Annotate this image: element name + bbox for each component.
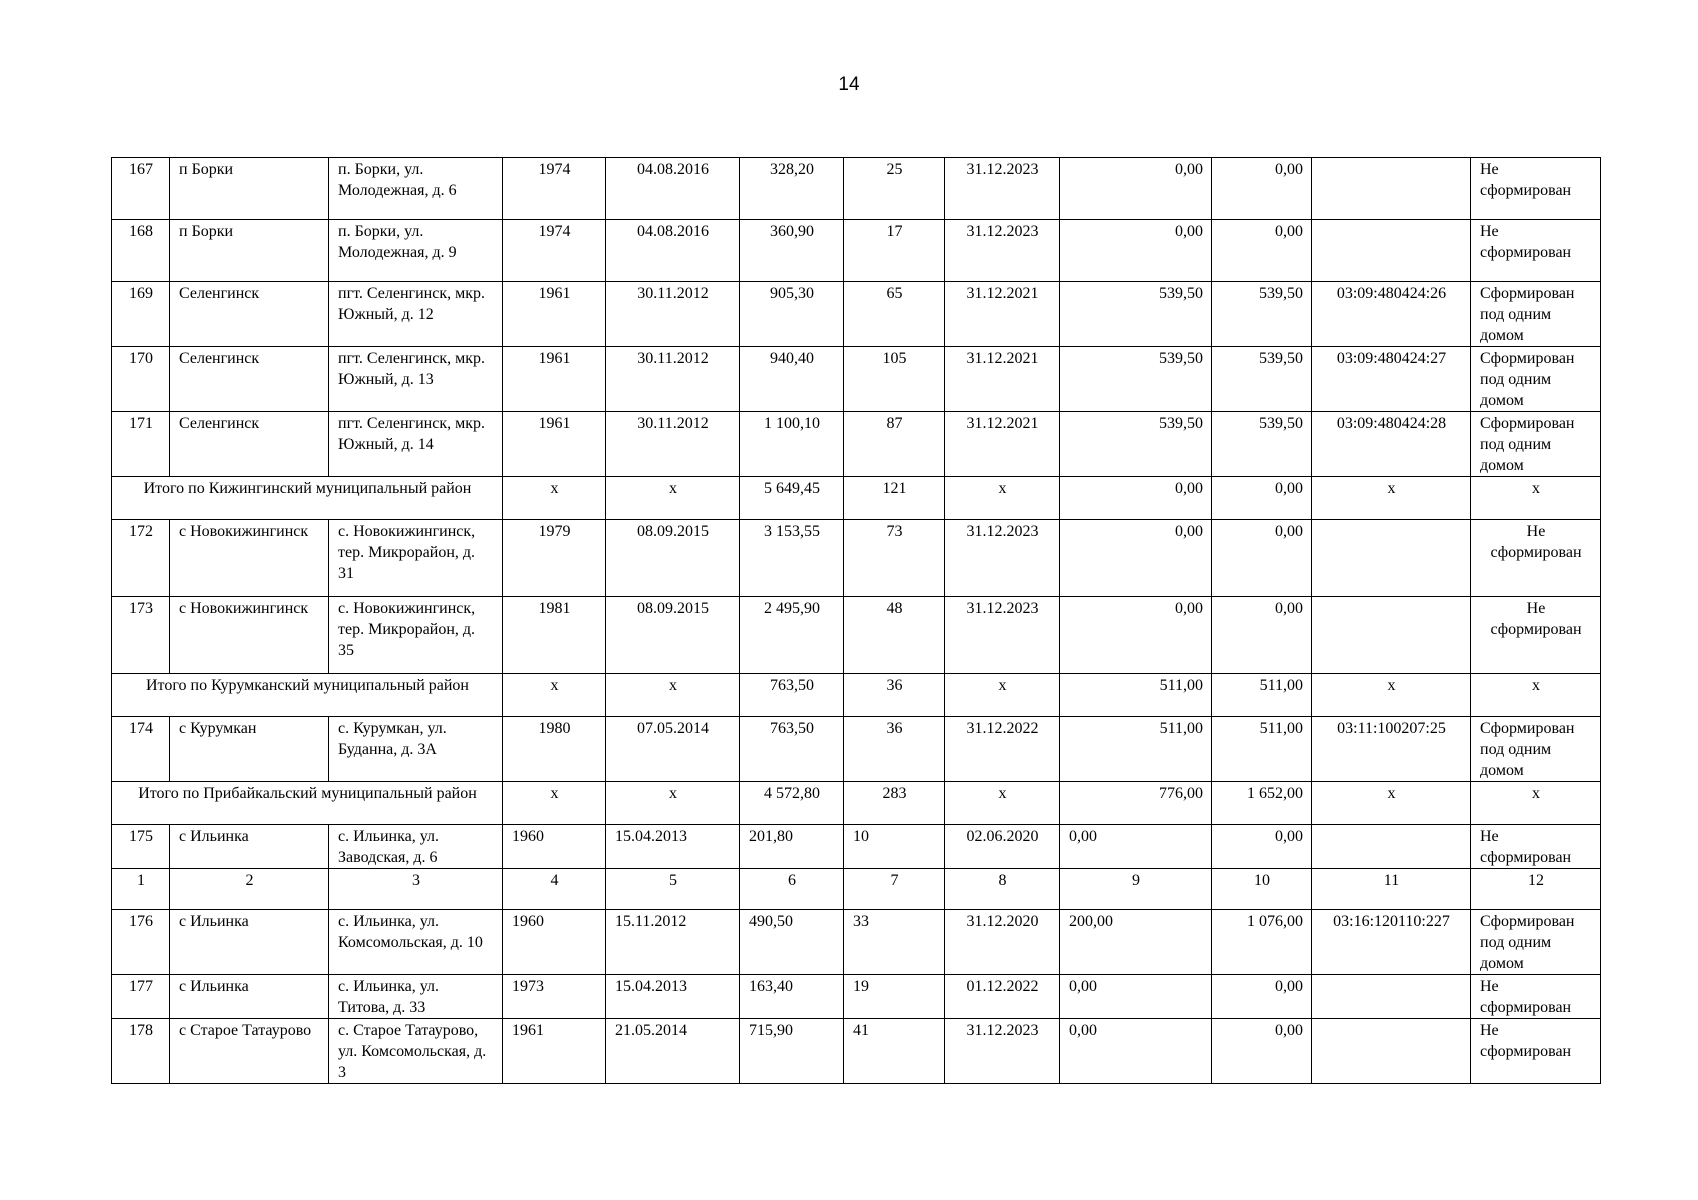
status: Не сформирован bbox=[1471, 220, 1601, 282]
table-row bbox=[112, 1019, 1601, 1084]
area-a: 539,50 bbox=[1060, 347, 1212, 412]
year-built: 1961 bbox=[503, 282, 606, 347]
area: 940,40 bbox=[740, 347, 844, 412]
area: 360,90 bbox=[740, 220, 844, 282]
residents: 73 bbox=[844, 520, 945, 597]
total-label: Итого по Прибайкальский муниципальный район bbox=[112, 782, 503, 825]
year-built: 1981 bbox=[503, 597, 606, 674]
column-number: 7 bbox=[844, 869, 945, 910]
deadline: 31.12.2021 bbox=[945, 412, 1060, 477]
date: 07.05.2014 bbox=[606, 717, 740, 782]
row-number: 169 bbox=[112, 282, 170, 347]
date: 04.08.2016 bbox=[606, 158, 740, 220]
residents: 10 bbox=[844, 825, 945, 869]
table-row bbox=[112, 910, 1601, 975]
row-number: 167 bbox=[112, 158, 170, 220]
total-deadline: х bbox=[945, 782, 1060, 825]
residents: 41 bbox=[844, 1019, 945, 1084]
deadline: 31.12.2023 bbox=[945, 158, 1060, 220]
deadline: 01.12.2022 bbox=[945, 975, 1060, 1019]
date: 30.11.2012 bbox=[606, 347, 740, 412]
total-row bbox=[112, 674, 1601, 717]
settlement: с Ильинка bbox=[170, 825, 329, 869]
deadline: 31.12.2022 bbox=[945, 717, 1060, 782]
column-number: 10 bbox=[1212, 869, 1312, 910]
deadline: 31.12.2021 bbox=[945, 282, 1060, 347]
date: 08.09.2015 bbox=[606, 520, 740, 597]
table-row bbox=[112, 158, 1601, 220]
area-a: 0,00 bbox=[1060, 825, 1212, 869]
row-number: 174 bbox=[112, 717, 170, 782]
row-number: 170 bbox=[112, 347, 170, 412]
date: 08.09.2015 bbox=[606, 597, 740, 674]
row-number: 175 bbox=[112, 825, 170, 869]
address: с. Курумкан, ул. Буданна, д. 3А bbox=[329, 717, 503, 782]
column-number: 1 bbox=[112, 869, 170, 910]
status: Не сформирован bbox=[1471, 520, 1601, 597]
residents: 36 bbox=[844, 717, 945, 782]
residents: 19 bbox=[844, 975, 945, 1019]
row-number: 172 bbox=[112, 520, 170, 597]
cadastral-number: 03:11:100207:25 bbox=[1312, 717, 1471, 782]
total-status: х bbox=[1471, 782, 1601, 825]
cadastral-number bbox=[1312, 975, 1471, 1019]
area-a: 0,00 bbox=[1060, 520, 1212, 597]
area-b: 1 076,00 bbox=[1212, 910, 1312, 975]
area: 490,50 bbox=[740, 910, 844, 975]
total-deadline: х bbox=[945, 477, 1060, 520]
column-number: 8 bbox=[945, 869, 1060, 910]
address: с. Ильинка, ул. Заводская, д. 6 bbox=[329, 825, 503, 869]
area: 328,20 bbox=[740, 158, 844, 220]
row-number: 178 bbox=[112, 1019, 170, 1084]
status: Не сформирован bbox=[1471, 975, 1601, 1019]
area-b: 539,50 bbox=[1212, 282, 1312, 347]
area-b: 539,50 bbox=[1212, 412, 1312, 477]
date: 30.11.2012 bbox=[606, 282, 740, 347]
settlement: с Ильинка bbox=[170, 975, 329, 1019]
total-area-b: 511,00 bbox=[1212, 674, 1312, 717]
address: с. Новокижингинск, тер. Микрорайон, д. 35 bbox=[329, 597, 503, 674]
settlement: п Борки bbox=[170, 220, 329, 282]
total-label: Итого по Курумканский муниципальный район bbox=[112, 674, 503, 717]
cadastral-number: 03:16:120110:227 bbox=[1312, 910, 1471, 975]
table-row bbox=[112, 282, 1601, 347]
deadline: 31.12.2023 bbox=[945, 520, 1060, 597]
area: 1 100,10 bbox=[740, 412, 844, 477]
area: 201,80 bbox=[740, 825, 844, 869]
residents: 87 bbox=[844, 412, 945, 477]
table-row bbox=[112, 717, 1601, 782]
column-number: 5 bbox=[606, 869, 740, 910]
year-built: 1960 bbox=[503, 825, 606, 869]
deadline: 31.12.2020 bbox=[945, 910, 1060, 975]
area-a: 539,50 bbox=[1060, 412, 1212, 477]
total-residents: 36 bbox=[844, 674, 945, 717]
total-date: х bbox=[606, 674, 740, 717]
area-a: 0,00 bbox=[1060, 1019, 1212, 1084]
area: 2 495,90 bbox=[740, 597, 844, 674]
date: 15.11.2012 bbox=[606, 910, 740, 975]
deadline: 02.06.2020 bbox=[945, 825, 1060, 869]
area-b: 0,00 bbox=[1212, 220, 1312, 282]
area: 3 153,55 bbox=[740, 520, 844, 597]
total-area-b: 1 652,00 bbox=[1212, 782, 1312, 825]
total-date: х bbox=[606, 477, 740, 520]
status: Не сформирован bbox=[1471, 158, 1601, 220]
total-area: 763,50 bbox=[740, 674, 844, 717]
table-row bbox=[112, 412, 1601, 477]
address: с. Новокижингинск, тер. Микрорайон, д. 31 bbox=[329, 520, 503, 597]
year-built: 1974 bbox=[503, 158, 606, 220]
table-body bbox=[112, 158, 1601, 1084]
area-a: 539,50 bbox=[1060, 282, 1212, 347]
year-built: 1973 bbox=[503, 975, 606, 1019]
address: с. Ильинка, ул. Комсомольская, д. 10 bbox=[329, 910, 503, 975]
settlement: Селенгинск bbox=[170, 347, 329, 412]
residents: 48 bbox=[844, 597, 945, 674]
year-built: 1961 bbox=[503, 412, 606, 477]
cadastral-number bbox=[1312, 220, 1471, 282]
cadastral-number: 03:09:480424:27 bbox=[1312, 347, 1471, 412]
year-built: 1960 bbox=[503, 910, 606, 975]
row-number: 176 bbox=[112, 910, 170, 975]
status: Сформирован под одним домом bbox=[1471, 282, 1601, 347]
total-year-built: х bbox=[503, 674, 606, 717]
column-number: 11 bbox=[1312, 869, 1471, 910]
date: 15.04.2013 bbox=[606, 825, 740, 869]
table-row bbox=[112, 975, 1601, 1019]
total-residents: 283 bbox=[844, 782, 945, 825]
residents: 25 bbox=[844, 158, 945, 220]
cadastral-number bbox=[1312, 158, 1471, 220]
column-number: 6 bbox=[740, 869, 844, 910]
cadastral-number bbox=[1312, 1019, 1471, 1084]
area-a: 0,00 bbox=[1060, 597, 1212, 674]
total-label: Итого по Кижингинский муниципальный район bbox=[112, 477, 503, 520]
total-residents: 121 bbox=[844, 477, 945, 520]
status: Сформирован под одним домом bbox=[1471, 347, 1601, 412]
housing-registry-table bbox=[111, 157, 1601, 1084]
year-built: 1980 bbox=[503, 717, 606, 782]
total-area-a: 511,00 bbox=[1060, 674, 1212, 717]
area-b: 539,50 bbox=[1212, 347, 1312, 412]
status: Не сформирован bbox=[1471, 597, 1601, 674]
row-number: 171 bbox=[112, 412, 170, 477]
address: пгт. Селенгинск, мкр. Южный, д. 13 bbox=[329, 347, 503, 412]
column-number: 4 bbox=[503, 869, 606, 910]
settlement: с Новокижингинск bbox=[170, 597, 329, 674]
page-number: 14 bbox=[838, 74, 860, 95]
table-row bbox=[112, 597, 1601, 674]
year-built: 1961 bbox=[503, 347, 606, 412]
area-a: 0,00 bbox=[1060, 158, 1212, 220]
area-b: 0,00 bbox=[1212, 520, 1312, 597]
residents: 65 bbox=[844, 282, 945, 347]
area-b: 0,00 bbox=[1212, 825, 1312, 869]
total-cadastral-number: х bbox=[1312, 477, 1471, 520]
status: Сформирован под одним домом bbox=[1471, 910, 1601, 975]
cadastral-number: 03:09:480424:28 bbox=[1312, 412, 1471, 477]
address: п. Борки, ул. Молодежная, д. 9 bbox=[329, 220, 503, 282]
settlement: Селенгинск bbox=[170, 412, 329, 477]
address: с. Ильинка, ул. Титова, д. 33 bbox=[329, 975, 503, 1019]
year-built: 1961 bbox=[503, 1019, 606, 1084]
deadline: 31.12.2023 bbox=[945, 597, 1060, 674]
total-area-b: 0,00 bbox=[1212, 477, 1312, 520]
column-number: 3 bbox=[329, 869, 503, 910]
total-status: х bbox=[1471, 674, 1601, 717]
total-status: х bbox=[1471, 477, 1601, 520]
total-area-a: 0,00 bbox=[1060, 477, 1212, 520]
row-number: 173 bbox=[112, 597, 170, 674]
year-built: 1979 bbox=[503, 520, 606, 597]
total-cadastral-number: х bbox=[1312, 782, 1471, 825]
date: 15.04.2013 bbox=[606, 975, 740, 1019]
area-a: 511,00 bbox=[1060, 717, 1212, 782]
settlement: Селенгинск bbox=[170, 282, 329, 347]
cadastral-number bbox=[1312, 520, 1471, 597]
status: Сформирован под одним домом bbox=[1471, 412, 1601, 477]
residents: 33 bbox=[844, 910, 945, 975]
row-number: 168 bbox=[112, 220, 170, 282]
settlement: с Новокижингинск bbox=[170, 520, 329, 597]
area-b: 511,00 bbox=[1212, 717, 1312, 782]
table-row bbox=[112, 825, 1601, 869]
date: 04.08.2016 bbox=[606, 220, 740, 282]
column-number: 9 bbox=[1060, 869, 1212, 910]
total-area-a: 776,00 bbox=[1060, 782, 1212, 825]
total-row bbox=[112, 782, 1601, 825]
settlement: с Ильинка bbox=[170, 910, 329, 975]
column-number: 12 bbox=[1471, 869, 1601, 910]
area-b: 0,00 bbox=[1212, 158, 1312, 220]
area-b: 0,00 bbox=[1212, 597, 1312, 674]
total-cadastral-number: х bbox=[1312, 674, 1471, 717]
settlement: с Курумкан bbox=[170, 717, 329, 782]
address: п. Борки, ул. Молодежная, д. 6 bbox=[329, 158, 503, 220]
area: 715,90 bbox=[740, 1019, 844, 1084]
area: 905,30 bbox=[740, 282, 844, 347]
cadastral-number: 03:09:480424:26 bbox=[1312, 282, 1471, 347]
settlement: п Борки bbox=[170, 158, 329, 220]
year-built: 1974 bbox=[503, 220, 606, 282]
residents: 105 bbox=[844, 347, 945, 412]
area-a: 0,00 bbox=[1060, 220, 1212, 282]
status: Не сформирован bbox=[1471, 825, 1601, 869]
deadline: 31.12.2021 bbox=[945, 347, 1060, 412]
date: 30.11.2012 bbox=[606, 412, 740, 477]
row-number: 177 bbox=[112, 975, 170, 1019]
area-b: 0,00 bbox=[1212, 1019, 1312, 1084]
residents: 17 bbox=[844, 220, 945, 282]
total-area: 4 572,80 bbox=[740, 782, 844, 825]
column-number-row bbox=[112, 869, 1601, 910]
total-row bbox=[112, 477, 1601, 520]
status: Сформирован под одним домом bbox=[1471, 717, 1601, 782]
settlement: с Старое Татаурово bbox=[170, 1019, 329, 1084]
deadline: 31.12.2023 bbox=[945, 1019, 1060, 1084]
total-area: 5 649,45 bbox=[740, 477, 844, 520]
status: Не сформирован bbox=[1471, 1019, 1601, 1084]
area-a: 0,00 bbox=[1060, 975, 1212, 1019]
total-date: х bbox=[606, 782, 740, 825]
area-b: 0,00 bbox=[1212, 975, 1312, 1019]
table-row bbox=[112, 520, 1601, 597]
table-row bbox=[112, 347, 1601, 412]
address: пгт. Селенгинск, мкр. Южный, д. 12 bbox=[329, 282, 503, 347]
address: с. Старое Татаурово, ул. Комсомольская, д. 3 bbox=[329, 1019, 503, 1084]
area-a: 200,00 bbox=[1060, 910, 1212, 975]
table-row bbox=[112, 220, 1601, 282]
area: 163,40 bbox=[740, 975, 844, 1019]
total-year-built: х bbox=[503, 477, 606, 520]
area: 763,50 bbox=[740, 717, 844, 782]
cadastral-number bbox=[1312, 597, 1471, 674]
date: 21.05.2014 bbox=[606, 1019, 740, 1084]
total-year-built: х bbox=[503, 782, 606, 825]
deadline: 31.12.2023 bbox=[945, 220, 1060, 282]
column-number: 2 bbox=[170, 869, 329, 910]
cadastral-number bbox=[1312, 825, 1471, 869]
address: пгт. Селенгинск, мкр. Южный, д. 14 bbox=[329, 412, 503, 477]
total-deadline: х bbox=[945, 674, 1060, 717]
